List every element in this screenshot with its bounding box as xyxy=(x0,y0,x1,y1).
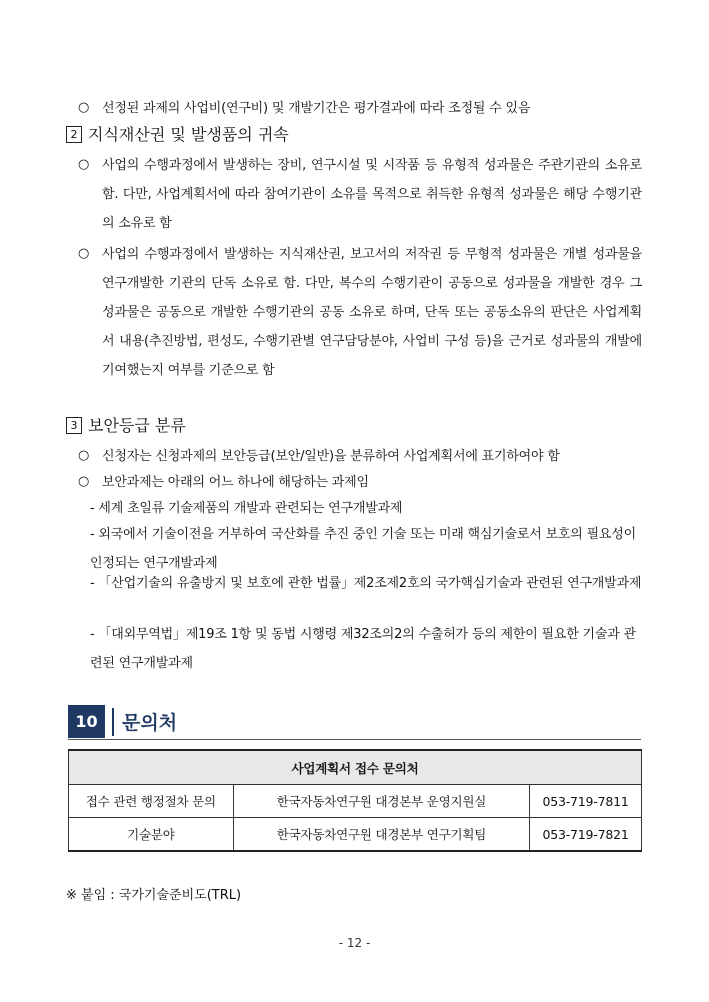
contact-table-header: 사업계획서 접수 문의처 xyxy=(69,750,642,785)
security-item-3: - 「산업기술의 유출방지 및 보호에 관한 법률」제2조제2호의 국가핵심기술과 관련된 연구개발과제 xyxy=(90,576,642,591)
security-bullet-2: 보안과제는 아래의 어느 하나에 해당하는 과제임 xyxy=(102,475,369,490)
section-underline xyxy=(68,739,641,740)
bullet-symbol: ○ xyxy=(78,100,90,115)
contact-org: 한국자동차연구원 대경본부 운영지원실 xyxy=(233,785,529,818)
contact-table xyxy=(68,749,642,852)
contact-phone: 053-719-7811 xyxy=(530,785,642,818)
page-number: - 12 - xyxy=(338,936,371,950)
ip-paragraph-1: 사업의 수행과정에서 발생하는 장비, 연구시설 및 시작품 등 유형적 성과물은 주관기관의 소유로 함. 다만, 사업계획서에 따라 참여기관이 소유를 목적으로 취득한 유형적 성과물은 해당 수행기관의 소유로 함 xyxy=(102,158,642,231)
security-item-4: - 「대외무역법」제19조 1항 및 동법 시행령 제32조의2의 수출허가 등의 제한이 필요한 기술과 관련된 연구개발과제 xyxy=(90,627,636,671)
security-item-1: - 세계 초일류 기술제품의 개발과 관련되는 연구개발과제 xyxy=(90,501,403,516)
table-row xyxy=(69,785,642,818)
section-number-box: 2 xyxy=(66,126,82,143)
contact-phone: 053-719-7821 xyxy=(530,818,642,852)
section-security-title: 보안등급 분류 xyxy=(88,416,186,435)
table-row xyxy=(69,818,642,852)
bullet-symbol: ○ xyxy=(78,157,90,172)
top-bullet-text: 선정된 과제의 사업비(연구비) 및 개발기간은 평가결과에 따라 조정될 수 있음 xyxy=(102,101,531,116)
section-10-title: 문의처 xyxy=(122,712,178,734)
security-item-2: - 외국에서 기술이전을 거부하여 국산화를 추진 중인 기술 또는 미래 핵심기술로서 보호의 필요성이 인정되는 연구개발과제 xyxy=(90,527,636,571)
attachment-note: ※ 붙임 : 국가기술준비도(TRL) xyxy=(66,888,242,903)
section-ip-title: 지식재산권 및 발생품의 귀속 xyxy=(88,125,289,144)
section-10-number: 10 xyxy=(68,705,105,738)
section-security-heading xyxy=(66,415,186,437)
contact-field: 접수 관련 행정절차 문의 xyxy=(69,785,234,818)
bullet-symbol: ○ xyxy=(78,246,90,261)
section-ip-heading xyxy=(66,124,289,146)
section-divider-bar xyxy=(112,708,114,736)
section-number-box: 3 xyxy=(66,417,82,434)
ip-paragraph-2: 사업의 수행과정에서 발생하는 지식재산권, 보고서의 저작권 등 무형적 성과물은 개별 성과물을 연구개발한 기관의 단독 소유로 함. 다만, 복수의 수행기관이 공동으로 성과물을 개발한 경우 그 성과물은 공동으로 개발한 수행기관의 공동 소유로 하며, 단독 또는 공동소유의 판단은 사업계획서 내용(추진방법, 편성도, 수행기관별 연구담당분야, 사업비 구성 등)을 근거로 성과물의 개발에 기여했는지 여부를 기준으로 함 xyxy=(102,247,642,378)
contact-field: 기술분야 xyxy=(69,818,234,852)
security-bullet-1: 신청자는 신청과제의 보안등급(보안/일반)을 분류하여 사업계획서에 표기하여야 함 xyxy=(102,449,560,464)
bullet-symbol: ○ xyxy=(78,448,90,463)
bullet-symbol: ○ xyxy=(78,474,90,489)
contact-org: 한국자동차연구원 대경본부 연구기획팀 xyxy=(233,818,529,852)
